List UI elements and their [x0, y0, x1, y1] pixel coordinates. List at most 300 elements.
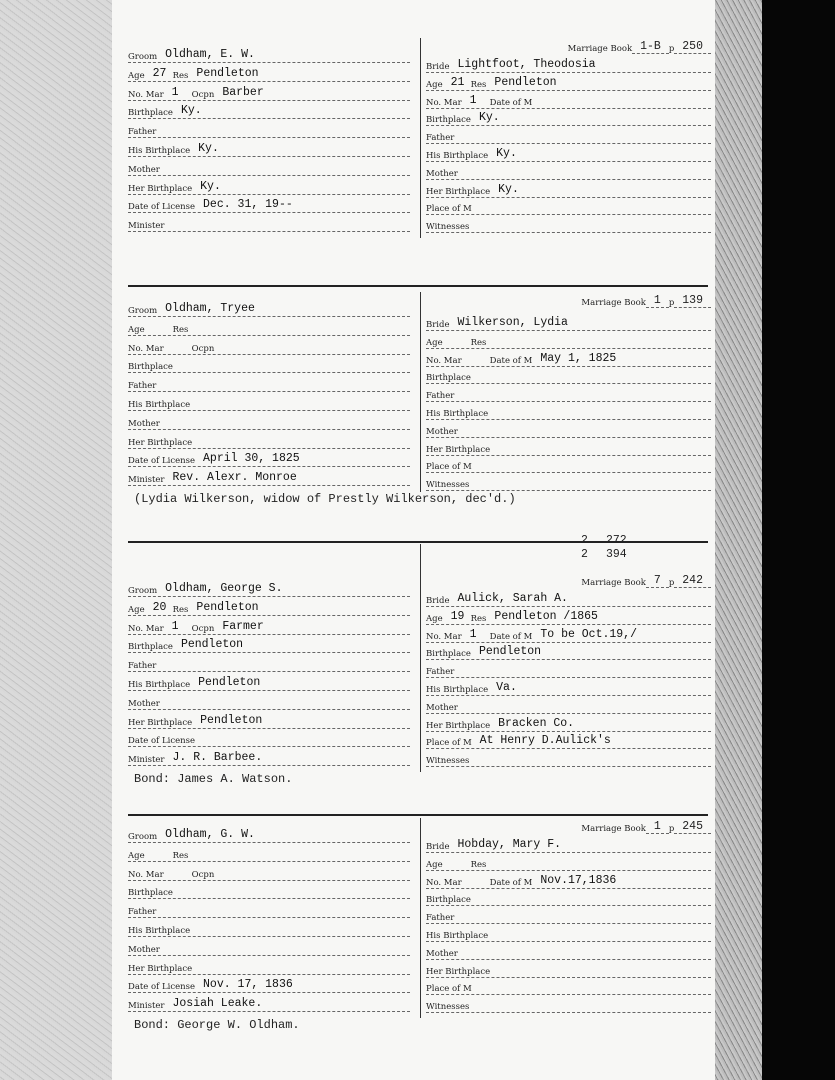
marriage-book-label: Marriage Book: [581, 298, 646, 308]
date-of-license-label: Date of License: [128, 736, 196, 747]
groom-father-value: [158, 670, 410, 671]
extra-book-ref: 2: [581, 534, 588, 547]
birthplace-label: Birthplace: [128, 642, 173, 653]
bride-no-mar-value: 1: [469, 93, 477, 107]
his-birthplace-label: His Birthplace: [128, 680, 191, 690]
bride-age-value: 19: [450, 609, 465, 623]
field-row: [128, 655, 410, 672]
her-birthplace-label: Her Birthplace: [426, 720, 491, 731]
father-label: Father: [426, 667, 455, 678]
scan-left-margin: [0, 0, 118, 1080]
extra-page-ref: 394: [606, 548, 627, 561]
no-mar-label: No. Mar: [128, 623, 164, 634]
field-row: [426, 732, 711, 749]
page-value: 250: [674, 40, 711, 54]
father-label: Father: [128, 907, 157, 918]
groom-birthplace-value: Ky.: [180, 104, 202, 118]
age-label: Age: [128, 324, 145, 335]
groom-father-value: [158, 390, 410, 391]
field-row: [426, 836, 711, 853]
groom-birthplace-value: [175, 371, 410, 372]
witnesses-label: Witnesses: [426, 1002, 470, 1013]
groom-res-value: [190, 334, 216, 335]
field-row: [426, 332, 711, 349]
groom-date-of-license-value: Nov. 17, 1836: [203, 978, 293, 992]
field-row: [426, 181, 711, 198]
field-row: [128, 580, 410, 597]
groom-res-value: Pendleton: [196, 66, 259, 80]
no-mar-label: No. Mar: [426, 877, 462, 888]
groom-birthplace-value: [175, 897, 410, 898]
groom-mother-value: [162, 954, 410, 955]
date-of-license-label: Date of License: [128, 202, 196, 213]
field-row: [128, 178, 410, 195]
field-row: [426, 943, 711, 960]
groom-age-value: 27: [152, 66, 167, 80]
bride-place-of-m-value: [474, 993, 711, 994]
marriage-book-label: Marriage Book: [581, 578, 646, 588]
page-label: p: [668, 44, 675, 54]
groom-name-value: Oldham, G. W.: [165, 828, 255, 841]
extra-book-ref: 2: [581, 548, 588, 561]
groom-minister-value: J. R. Barbee.: [172, 751, 263, 765]
res-label: Res: [470, 859, 487, 870]
bride-mother-value: [460, 436, 711, 437]
father-label: Father: [128, 381, 157, 392]
bride-name-value: Lightfoot, Theodosia: [457, 58, 596, 71]
bride-her-birthplace-value: Ky.: [498, 182, 519, 196]
groom-label: Groom: [128, 832, 158, 842]
bride-date-of-m-value: [534, 107, 560, 108]
ocpn-label: Ocpn: [191, 89, 215, 100]
field-row: [426, 439, 711, 456]
groom-date-of-license-value: Dec. 31, 19--: [203, 198, 293, 212]
field-row: [128, 338, 410, 355]
record-note: (Lydia Wilkerson, widow of Prestly Wilkerson, dec'd.): [134, 492, 516, 506]
bride-res-value: [488, 869, 514, 870]
birthplace-label: Birthplace: [128, 888, 173, 899]
field-row: [426, 925, 711, 942]
res-label: Res: [172, 324, 189, 335]
bride-label: Bride: [426, 320, 450, 330]
field-row: [426, 626, 711, 643]
place-of-m-label: Place of M: [426, 462, 472, 473]
groom-name-value: Oldham, E. W.: [165, 48, 255, 61]
her-birthplace-label: Her Birthplace: [426, 186, 491, 197]
field-row: [128, 46, 410, 63]
bride-mother-value: [460, 712, 711, 713]
mother-label: Mother: [128, 164, 160, 175]
field-row: [128, 450, 410, 467]
res-label: Res: [172, 604, 189, 615]
field-row: [128, 375, 410, 392]
field-row: [128, 84, 410, 101]
groom-res-value: Pendleton: [196, 600, 259, 614]
father-label: Father: [128, 661, 157, 672]
field-row: [426, 92, 711, 109]
field-row: [128, 356, 410, 373]
mother-label: Mother: [426, 948, 458, 959]
marriage-book-label: Marriage Book: [581, 824, 646, 834]
field-row: [426, 198, 711, 215]
minister-label: Minister: [128, 475, 165, 486]
field-row: [128, 215, 410, 232]
field-row: [128, 864, 410, 881]
father-label: Father: [426, 391, 455, 402]
bride-res-value: [488, 347, 514, 348]
field-row: [128, 636, 410, 653]
record-divider: [128, 285, 708, 287]
bride-witnesses-value: [471, 231, 711, 232]
mother-label: Mother: [128, 698, 160, 709]
field-row: [426, 421, 711, 438]
field-row: [426, 697, 711, 714]
field-row: [426, 854, 711, 871]
res-label: Res: [470, 79, 487, 90]
field-row: [426, 590, 711, 607]
field-row: [426, 403, 711, 420]
bride-place-of-m-value: [474, 471, 711, 472]
groom-minister-value: Josiah Leake.: [172, 997, 263, 1011]
mother-label: Mother: [426, 426, 458, 437]
bride-no-mar-value: 1: [469, 627, 477, 641]
bride-date-of-m-value: May 1, 1825: [540, 351, 617, 365]
no-mar-label: No. Mar: [128, 343, 164, 354]
scan-right-edge: [715, 0, 765, 1080]
bride-mother-value: [460, 178, 711, 179]
bride-birthplace-value: [473, 382, 711, 383]
bride-his-birthplace-value: Va.: [496, 681, 517, 694]
marriage-record: [128, 534, 708, 786]
groom-her-birthplace-value: [194, 973, 410, 974]
ocpn-label: Ocpn: [191, 343, 215, 354]
bride-his-birthplace-value: [490, 418, 711, 419]
field-row: [426, 145, 711, 162]
bride-place-of-m-value: At Henry D.Aulick's: [479, 734, 611, 748]
her-birthplace-label: Her Birthplace: [128, 963, 193, 974]
mother-label: Mother: [128, 944, 160, 955]
his-birthplace-label: His Birthplace: [426, 409, 489, 419]
field-row: [426, 872, 711, 889]
bride-place-of-m-value: [474, 213, 711, 214]
field-row: [128, 140, 410, 157]
mother-label: Mother: [128, 418, 160, 429]
witnesses-label: Witnesses: [426, 480, 470, 491]
age-label: Age: [426, 859, 443, 870]
res-label: Res: [470, 337, 487, 348]
bride-date-of-m-value: To be Oct.19,/: [540, 627, 637, 641]
bride-no-mar-value: [464, 887, 490, 888]
groom-age-value: [147, 334, 173, 335]
bride-column: [420, 534, 711, 772]
bride-name-value: Aulick, Sarah A.: [457, 592, 568, 605]
groom-father-value: [158, 136, 410, 137]
field-row: [128, 882, 410, 899]
field-row: [128, 599, 410, 616]
bride-her-birthplace-value: [492, 976, 711, 977]
groom-minister-value: [167, 230, 411, 231]
bride-father-value: [456, 400, 711, 401]
marriage-book-value: 1: [646, 820, 669, 834]
groom-res-value: [190, 860, 216, 861]
minister-label: Minister: [128, 755, 165, 766]
his-birthplace-label: His Birthplace: [128, 146, 191, 156]
mother-label: Mother: [426, 702, 458, 713]
ocpn-label: Ocpn: [191, 869, 215, 880]
field-row: [426, 961, 711, 978]
groom-age-value: [147, 860, 173, 861]
witnesses-label: Witnesses: [426, 222, 470, 233]
marriage-book-value: 1: [646, 294, 669, 308]
minister-label: Minister: [128, 1001, 165, 1012]
field-row: [128, 413, 410, 430]
field-row: [426, 74, 711, 91]
field-row: [426, 661, 711, 678]
field-row: [128, 394, 410, 411]
groom-his-birthplace-value: [192, 409, 410, 410]
page-label: p: [668, 824, 675, 834]
groom-mother-value: [162, 708, 410, 709]
field-row: [128, 432, 410, 449]
her-birthplace-label: Her Birthplace: [128, 717, 193, 728]
field-row: [426, 750, 711, 767]
groom-her-birthplace-value: [194, 447, 410, 448]
bride-no-mar-value: [464, 365, 490, 366]
groom-ocpn-value: Farmer: [222, 619, 264, 633]
groom-ocpn-value: [216, 353, 242, 354]
field-row: [426, 996, 711, 1013]
field-row: [426, 56, 711, 73]
groom-no-mar-value: [166, 353, 192, 354]
age-label: Age: [128, 70, 145, 81]
marriage-record: [128, 42, 708, 242]
birthplace-label: Birthplace: [426, 895, 471, 906]
res-label: Res: [470, 613, 487, 624]
field-row: [426, 679, 711, 696]
groom-no-mar-value: 1: [171, 85, 179, 99]
bride-birthplace-value: Pendleton: [478, 645, 542, 659]
field-row: [128, 65, 410, 82]
her-birthplace-label: Her Birthplace: [426, 966, 491, 977]
his-birthplace-label: His Birthplace: [426, 685, 489, 695]
no-mar-label: No. Mar: [426, 97, 462, 108]
field-row: [426, 889, 711, 906]
field-row: [128, 618, 410, 635]
birthplace-label: Birthplace: [128, 108, 173, 119]
groom-her-birthplace-value: Ky.: [200, 179, 221, 193]
age-label: Age: [426, 337, 443, 348]
scan-border: [762, 0, 835, 1080]
field-row: [426, 608, 711, 625]
field-row: [128, 196, 410, 213]
bride-column: [420, 818, 711, 1018]
field-row: [426, 715, 711, 732]
father-label: Father: [128, 127, 157, 138]
bride-father-value: [456, 676, 711, 677]
field-row: [426, 643, 711, 660]
birthplace-label: Birthplace: [426, 115, 471, 126]
groom-date-of-license-value: April 30, 1825: [203, 452, 300, 466]
field-row: [128, 995, 410, 1012]
field-row: [128, 674, 410, 691]
field-row: [128, 958, 410, 975]
field-row: [128, 901, 410, 918]
groom-birthplace-value: Pendleton: [180, 638, 244, 652]
groom-label: Groom: [128, 306, 158, 316]
field-row: [426, 109, 711, 126]
field-row: [426, 907, 711, 924]
bride-her-birthplace-value: Bracken Co.: [498, 716, 575, 730]
mother-label: Mother: [426, 168, 458, 179]
groom-label: Groom: [128, 586, 158, 596]
bride-father-value: [456, 922, 711, 923]
groom-name-value: Oldham, George S.: [165, 582, 283, 595]
groom-father-value: [158, 916, 410, 917]
no-mar-label: No. Mar: [426, 631, 462, 642]
age-label: Age: [426, 79, 443, 90]
field-row: [128, 939, 410, 956]
field-row: [128, 300, 410, 317]
bride-her-birthplace-value: [492, 454, 711, 455]
groom-his-birthplace-value: [192, 935, 410, 936]
bride-res-value: Pendleton: [494, 75, 557, 89]
field-row: [426, 216, 711, 233]
groom-date-of-license-value: [197, 745, 410, 746]
marriage-book-label: Marriage Book: [567, 44, 633, 54]
groom-his-birthplace-value: Pendleton: [198, 676, 261, 689]
field-row: [128, 920, 410, 937]
her-birthplace-label: Her Birthplace: [128, 183, 193, 194]
field-row: [426, 385, 711, 402]
marriage-record: [128, 820, 708, 1032]
age-label: Age: [128, 850, 145, 861]
field-row: [426, 456, 711, 473]
bride-column: [420, 292, 711, 492]
marriage-book-line: [581, 294, 711, 308]
her-birthplace-label: Her Birthplace: [128, 437, 193, 448]
field-row: [128, 159, 410, 176]
field-row: [128, 469, 410, 486]
bride-his-birthplace-value: [490, 940, 711, 941]
date-of-license-label: Date of License: [128, 456, 196, 467]
groom-no-mar-value: 1: [171, 619, 179, 633]
bride-column: [420, 38, 711, 238]
groom-mother-value: [162, 174, 410, 175]
bride-witnesses-value: [471, 489, 711, 490]
field-row: [128, 693, 410, 710]
bride-date-of-m-value: Nov.17,1836: [540, 873, 617, 887]
birthplace-label: Birthplace: [128, 362, 173, 373]
extra-page-ref: 272: [606, 534, 627, 547]
his-birthplace-label: His Birthplace: [426, 931, 489, 941]
groom-no-mar-value: [166, 879, 192, 880]
witnesses-label: Witnesses: [426, 756, 470, 767]
date-of-m-label: Date of M: [489, 355, 533, 366]
her-birthplace-label: Her Birthplace: [426, 444, 491, 455]
date-of-m-label: Date of M: [489, 97, 533, 108]
field-row: [426, 127, 711, 144]
page-value: 139: [674, 294, 711, 308]
field-row: [128, 121, 410, 138]
res-label: Res: [172, 70, 189, 81]
field-row: [426, 978, 711, 995]
groom-her-birthplace-value: Pendleton: [200, 713, 263, 727]
bride-father-value: [456, 142, 711, 143]
groom-age-value: 20: [152, 600, 167, 614]
bride-res-value: Pendleton /1865: [494, 609, 598, 623]
page-label: p: [668, 298, 675, 308]
marriage-record: [128, 294, 708, 506]
his-birthplace-label: His Birthplace: [426, 151, 489, 161]
groom-ocpn-value: Barber: [222, 85, 264, 99]
res-label: Res: [172, 850, 189, 861]
place-of-m-label: Place of M: [426, 984, 472, 995]
minister-label: Minister: [128, 221, 165, 232]
place-of-m-label: Place of M: [426, 738, 472, 749]
date-of-license-label: Date of License: [128, 982, 196, 993]
field-row: [128, 749, 410, 766]
field-row: [128, 319, 410, 336]
bride-age-value: [445, 347, 471, 348]
bride-mother-value: [460, 958, 711, 959]
bride-birthplace-value: [473, 904, 711, 905]
birthplace-label: Birthplace: [426, 373, 471, 384]
father-label: Father: [426, 133, 455, 144]
bride-witnesses-value: [471, 765, 711, 766]
groom-ocpn-value: [216, 879, 242, 880]
groom-mother-value: [162, 428, 410, 429]
bride-birthplace-value: Ky.: [478, 111, 500, 125]
groom-minister-value: Rev. Alexr. Monroe: [172, 471, 297, 485]
no-mar-label: No. Mar: [128, 89, 164, 100]
bride-his-birthplace-value: Ky.: [496, 147, 517, 160]
bride-label: Bride: [426, 62, 450, 72]
bride-age-value: 21: [450, 75, 465, 89]
bride-name-value: Hobday, Mary F.: [457, 838, 562, 851]
marriage-book-line: [581, 820, 711, 834]
field-row: [128, 102, 410, 119]
record-note: Bond: James A. Watson.: [134, 772, 293, 786]
record-note: Bond: George W. Oldham.: [134, 1018, 300, 1032]
no-mar-label: No. Mar: [426, 355, 462, 366]
record-divider: [128, 814, 708, 816]
field-row: [128, 976, 410, 993]
groom-his-birthplace-value: Ky.: [198, 142, 219, 155]
marriage-book-value: 1-B: [632, 40, 669, 54]
field-row: [426, 350, 711, 367]
father-label: Father: [426, 913, 455, 924]
birthplace-label: Birthplace: [426, 649, 471, 660]
bride-age-value: [445, 869, 471, 870]
field-row: [128, 730, 410, 747]
age-label: Age: [128, 604, 145, 615]
groom-label: Groom: [128, 52, 158, 62]
no-mar-label: No. Mar: [128, 869, 164, 880]
his-birthplace-label: His Birthplace: [128, 400, 191, 410]
field-row: [426, 314, 711, 331]
field-row: [426, 367, 711, 384]
place-of-m-label: Place of M: [426, 204, 472, 215]
his-birthplace-label: His Birthplace: [128, 926, 191, 936]
bride-label: Bride: [426, 596, 450, 606]
marriage-book-value: 7: [646, 574, 669, 588]
date-of-m-label: Date of M: [489, 877, 533, 888]
marriage-book-line: [581, 574, 711, 588]
age-label: Age: [426, 613, 443, 624]
field-row: [128, 826, 410, 843]
field-row: [128, 712, 410, 729]
field-row: [426, 163, 711, 180]
